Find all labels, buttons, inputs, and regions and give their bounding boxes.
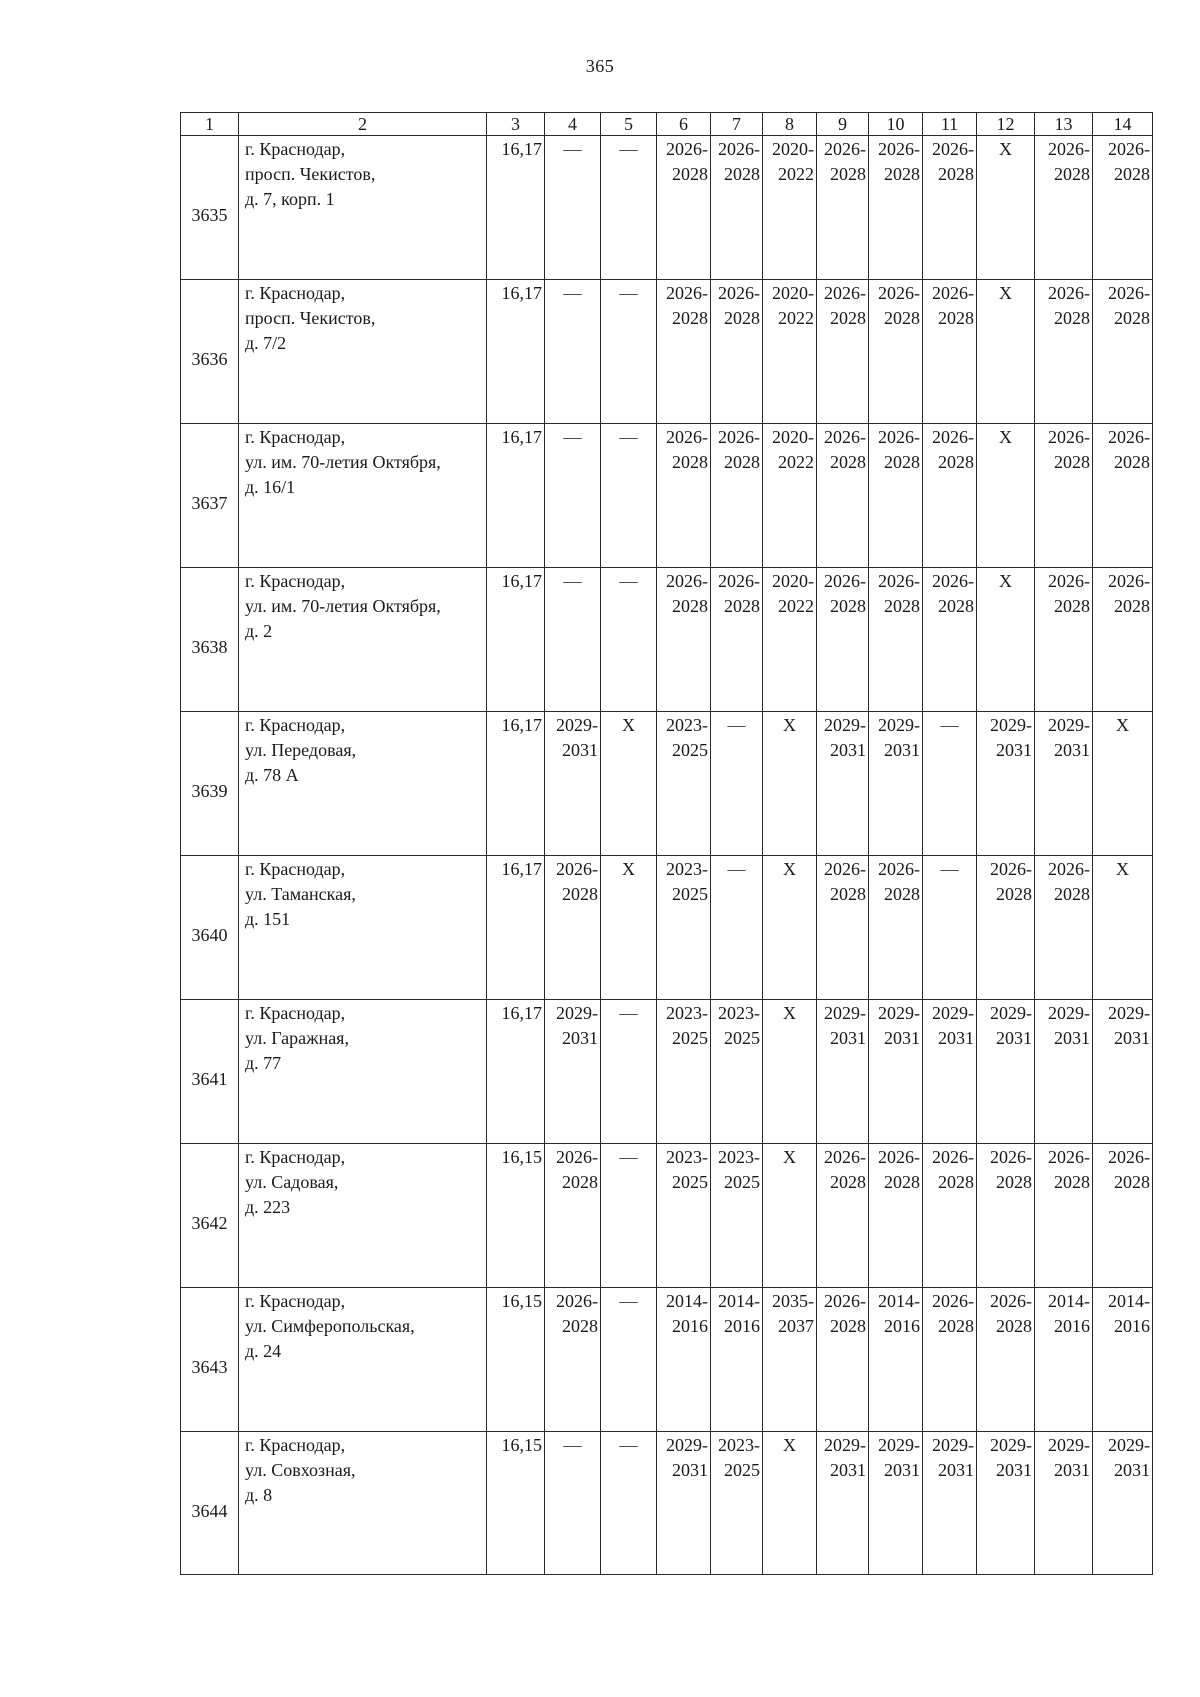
value-cell: — [601,424,657,568]
column-header: 14 [1093,113,1153,136]
value-cell: 2029- 2031 [923,1000,977,1144]
value-cell: 16,15 [487,1144,545,1288]
value-cell: 2023- 2025 [657,856,711,1000]
value-cell: 2029- 2031 [1093,1000,1153,1144]
address-cell [239,568,487,712]
value-cell: 2026- 2028 [817,280,869,424]
value-cell: 2026- 2028 [545,1144,601,1288]
value-cell: 2029- 2031 [977,712,1035,856]
value-cell: 2020- 2022 [763,280,817,424]
value-cell: 2029- 2031 [545,712,601,856]
column-header: 4 [545,113,601,136]
value-cell: 2029- 2031 [1035,1000,1093,1144]
value-cell: 2026- 2028 [1035,280,1093,424]
value-cell: 2026- 2028 [1093,280,1153,424]
value-cell: 2014- 2016 [869,1288,923,1432]
address-cell [239,856,487,1000]
value-cell: X [601,712,657,856]
value-cell: 2026- 2028 [545,1288,601,1432]
value-cell: 2029- 2031 [545,1000,601,1144]
address-line: ул. Таманская, [245,884,356,904]
value-cell: 2026- 2028 [923,1288,977,1432]
address-line: ул. Передовая, [245,740,357,760]
column-header: 9 [817,113,869,136]
value-cell: 2026- 2028 [977,1288,1035,1432]
value-cell: 2029- 2031 [1093,1432,1153,1575]
value-cell: 2026- 2028 [657,568,711,712]
address-cell [239,136,487,280]
table-row [181,1144,1153,1288]
page-number: 365 [585,56,615,76]
address-line: ул. Совхозная, [245,1460,356,1480]
value-cell: 2026- 2028 [923,424,977,568]
address-line: г. Краснодар, [245,1291,346,1311]
address-line: д. 77 [245,1053,282,1073]
table-row [181,856,1153,1000]
value-cell: — [923,712,977,856]
address-line: д. 78 А [245,765,299,785]
address-line: ул. Садовая, [245,1172,339,1192]
table-body [181,136,1153,1575]
value-cell: 2020- 2022 [763,424,817,568]
value-cell: — [545,280,601,424]
value-cell: 2026- 2028 [657,280,711,424]
address-line: ул. Гаражная, [245,1028,349,1048]
address-line: д. 7, корп. 1 [245,189,335,209]
address-cell [239,1000,487,1144]
value-cell: 2026- 2028 [817,424,869,568]
table-row [181,568,1153,712]
value-cell: 2026- 2028 [1093,1144,1153,1288]
value-cell: X [977,568,1035,712]
value-cell: 2029- 2031 [923,1432,977,1575]
row-number: 3644 [181,1432,239,1575]
address-cell [239,712,487,856]
value-cell: 2026- 2028 [869,856,923,1000]
address-line: г. Краснодар, [245,1003,346,1023]
address-line: просп. Чекистов, [245,308,376,328]
value-cell: X [601,856,657,1000]
value-cell: 2023- 2025 [711,1000,763,1144]
value-cell: — [601,1000,657,1144]
value-cell: 2026- 2028 [923,1144,977,1288]
value-cell: 2023- 2025 [711,1432,763,1575]
value-cell: 2026- 2028 [1035,136,1093,280]
register-table [180,112,1153,1575]
value-cell: 2026- 2028 [923,136,977,280]
value-cell: X [1093,856,1153,1000]
address-line: ул. им. 70-летия Октября, [245,452,441,472]
value-cell: — [545,568,601,712]
column-header: 5 [601,113,657,136]
value-cell: X [977,136,1035,280]
address-cell [239,1144,487,1288]
table-row [181,136,1153,280]
address-line: д. 8 [245,1485,273,1505]
value-cell: 2026- 2028 [923,568,977,712]
value-cell: 2029- 2031 [657,1432,711,1575]
value-cell: 2014- 2016 [657,1288,711,1432]
value-cell: X [763,1144,817,1288]
column-header: 10 [869,113,923,136]
value-cell: 2026- 2028 [1035,1144,1093,1288]
row-number: 3636 [181,280,239,424]
column-header: 6 [657,113,711,136]
value-cell: — [601,1432,657,1575]
value-cell: 2029- 2031 [817,1000,869,1144]
value-cell: 2026- 2028 [869,136,923,280]
value-cell: — [545,1432,601,1575]
column-header: 1 [181,113,239,136]
value-cell: X [1093,712,1153,856]
value-cell: 2023- 2025 [657,712,711,856]
row-number: 3641 [181,1000,239,1144]
row-number: 3643 [181,1288,239,1432]
address-line: д. 7/2 [245,333,287,353]
value-cell: — [711,712,763,856]
address-line: г. Краснодар, [245,715,346,735]
row-number: 3638 [181,568,239,712]
value-cell: 2026- 2028 [923,280,977,424]
column-header: 2 [239,113,487,136]
value-cell: 2026- 2028 [1035,424,1093,568]
address-cell [239,424,487,568]
address-line: г. Краснодар, [245,427,346,447]
table-row [181,1000,1153,1144]
value-cell: 16,17 [487,280,545,424]
value-cell: 2020- 2022 [763,568,817,712]
value-cell: 2014- 2016 [1035,1288,1093,1432]
value-cell: 2026- 2028 [817,1288,869,1432]
value-cell: 16,17 [487,856,545,1000]
value-cell: 2026- 2028 [977,856,1035,1000]
address-line: г. Краснодар, [245,859,346,879]
value-cell: 2026- 2028 [1035,856,1093,1000]
table-row [181,1288,1153,1432]
address-cell [239,280,487,424]
address-line: д. 223 [245,1197,291,1217]
address-line: г. Краснодар, [245,283,346,303]
value-cell: 2029- 2031 [817,1432,869,1575]
table-row [181,712,1153,856]
value-cell: 16,17 [487,568,545,712]
address-line: г. Краснодар, [245,139,346,159]
value-cell: — [601,136,657,280]
value-cell: — [601,568,657,712]
value-cell: 2026- 2028 [1093,568,1153,712]
table-row [181,424,1153,568]
address-line: г. Краснодар, [245,1147,346,1167]
value-cell: 2026- 2028 [657,424,711,568]
column-header: 11 [923,113,977,136]
value-cell: 2035- 2037 [763,1288,817,1432]
value-cell: 2026- 2028 [657,136,711,280]
value-cell: 2026- 2028 [869,568,923,712]
value-cell: 2026- 2028 [711,136,763,280]
value-cell: 2023- 2025 [711,1144,763,1288]
value-cell: X [977,424,1035,568]
address-line: ул. Симферопольская, [245,1316,415,1336]
table-row [181,280,1153,424]
value-cell: — [545,136,601,280]
value-cell: 2014- 2016 [1093,1288,1153,1432]
value-cell: X [977,280,1035,424]
value-cell: 16,17 [487,424,545,568]
value-cell: — [601,1288,657,1432]
value-cell: X [763,712,817,856]
value-cell: — [711,856,763,1000]
address-line: г. Краснодар, [245,571,346,591]
header-row [181,113,1153,136]
value-cell: 2026- 2028 [545,856,601,1000]
value-cell: 2026- 2028 [869,424,923,568]
address-line: д. 2 [245,621,273,641]
address-line: д. 151 [245,909,291,929]
row-number: 3640 [181,856,239,1000]
row-number: 3637 [181,424,239,568]
value-cell: 2026- 2028 [711,424,763,568]
row-number: 3642 [181,1144,239,1288]
value-cell: 2026- 2028 [817,856,869,1000]
value-cell: 2026- 2028 [711,568,763,712]
value-cell: 2026- 2028 [1093,424,1153,568]
value-cell: X [763,1000,817,1144]
value-cell: 2026- 2028 [1035,568,1093,712]
value-cell: 2026- 2028 [817,568,869,712]
value-cell: 2026- 2028 [817,1144,869,1288]
address-line: просп. Чекистов, [245,164,376,184]
value-cell: 16,17 [487,136,545,280]
value-cell: X [763,1432,817,1575]
value-cell: 2026- 2028 [817,136,869,280]
value-cell: — [545,424,601,568]
value-cell: 2029- 2031 [817,712,869,856]
table-header [181,113,1153,136]
address-line: г. Краснодар, [245,1435,346,1455]
value-cell: 2029- 2031 [869,712,923,856]
address-line: д. 16/1 [245,477,296,497]
value-cell: — [923,856,977,1000]
value-cell: 2029- 2031 [869,1000,923,1144]
value-cell: 2029- 2031 [977,1000,1035,1144]
value-cell: X [763,856,817,1000]
address-line: ул. им. 70-летия Октября, [245,596,441,616]
value-cell: 2026- 2028 [711,280,763,424]
value-cell: 2029- 2031 [977,1432,1035,1575]
column-header: 12 [977,113,1035,136]
value-cell: 2020- 2022 [763,136,817,280]
address-line: д. 24 [245,1341,282,1361]
value-cell: — [601,1144,657,1288]
value-cell: 2026- 2028 [869,1144,923,1288]
column-header: 8 [763,113,817,136]
value-cell: 2023- 2025 [657,1000,711,1144]
column-header: 3 [487,113,545,136]
column-header: 7 [711,113,763,136]
value-cell: 2023- 2025 [657,1144,711,1288]
value-cell: 2029- 2031 [1035,1432,1093,1575]
value-cell: 16,15 [487,1288,545,1432]
value-cell: 16,17 [487,1000,545,1144]
column-header: 13 [1035,113,1093,136]
value-cell: 2029- 2031 [1035,712,1093,856]
value-cell: 16,15 [487,1432,545,1575]
address-cell [239,1432,487,1575]
table-row [181,1432,1153,1575]
value-cell: 2029- 2031 [869,1432,923,1575]
value-cell: — [601,280,657,424]
value-cell: 2026- 2028 [869,280,923,424]
address-cell [239,1288,487,1432]
value-cell: 2026- 2028 [1093,136,1153,280]
row-number: 3639 [181,712,239,856]
row-number: 3635 [181,136,239,280]
value-cell: 16,17 [487,712,545,856]
value-cell: 2026- 2028 [977,1144,1035,1288]
value-cell: 2014- 2016 [711,1288,763,1432]
